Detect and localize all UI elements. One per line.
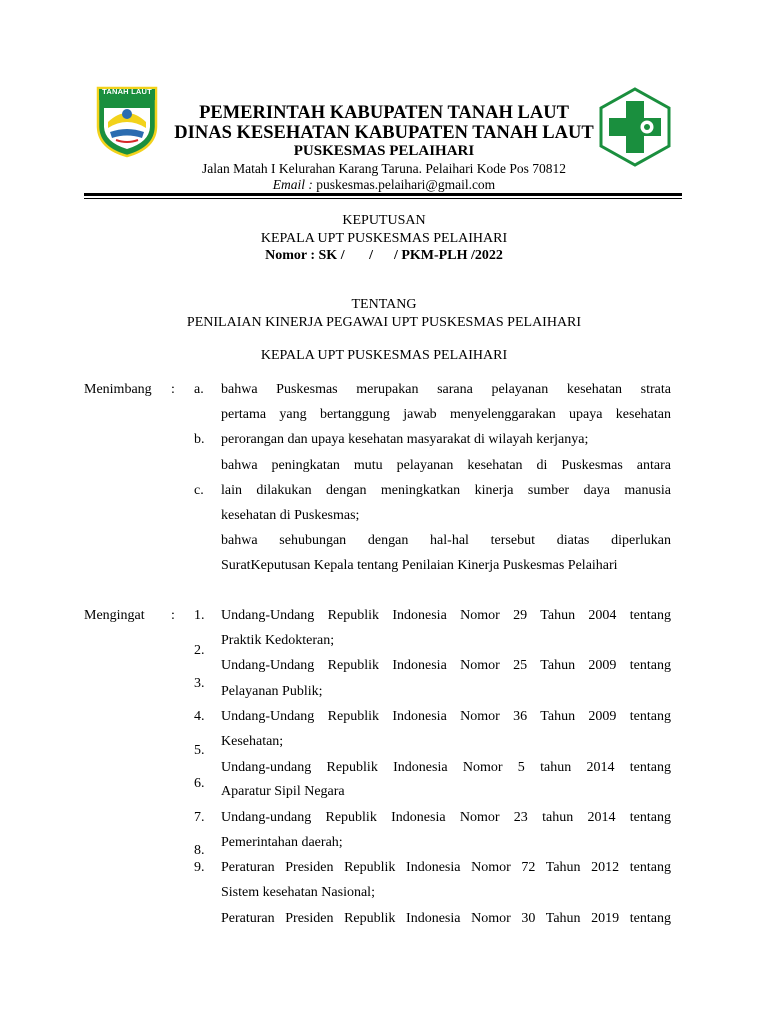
mengingat-line: Undang-Undang Republik Indonesia Nomor 36 Tahun 2009 tentang — [221, 709, 671, 724]
menimbang-line: bahwa sehubungan dengan hal-hal tersebut diatas diperlukan — [221, 533, 671, 548]
menimbang-marker-a: a. — [194, 382, 204, 397]
menimbang-line: SuratKeputusan Kepala tentang Penilaian Kinerja Puskesmas Pelaihari — [221, 558, 618, 573]
subject-text: PENILAIAN KINERJA PEGAWAI UPT PUSKESMAS PELAIHARI — [186, 315, 582, 330]
email-label: Email : — [272, 177, 313, 192]
mengingat-line: Peraturan Presiden Republik Indonesia Nomor 30 Tahun 2019 tentang — [221, 911, 671, 926]
header-address: Jalan Matah I Kelurahan Karang Taruna. Pelaihari Kode Pos 70812 — [202, 161, 566, 176]
mengingat-line: Undang-undang Republik Indonesia Nomor 23 tahun 2014 tentang — [221, 810, 671, 825]
authority-title: KEPALA UPT PUSKESMAS PELAIHARI — [260, 348, 508, 363]
header-institution: PUSKESMAS PELAIHARI — [293, 143, 475, 159]
mengingat-marker-1: 1. — [194, 608, 205, 623]
mengingat-line: Sistem kesehatan Nasional; — [221, 885, 375, 900]
mengingat-line: Undang-Undang Republik Indonesia Nomor 25 Tahun 2009 tentang — [221, 658, 671, 673]
mengingat-line: Peraturan Presiden Republik Indonesia Nomor 72 Tahun 2012 tentang — [221, 860, 671, 875]
header-government: PEMERINTAH KABUPATEN TANAH LAUT — [199, 103, 569, 123]
logo-text: TANAH LAUT — [102, 87, 152, 96]
subject-label: TENTANG — [351, 297, 417, 312]
mengingat-marker-9: 9. — [194, 860, 205, 875]
mengingat-line: Undang-undang Republik Indonesia Nomor 5 tahun 2014 tentang — [221, 760, 671, 775]
header-divider-thin — [84, 198, 682, 199]
menimbang-line: lain dilakukan dengan meningkatkan kinerja sumber daya manusia — [221, 483, 671, 498]
mengingat-line: Praktik Kedokteran; — [221, 633, 335, 648]
header-department: DINAS KESEHATAN KABUPATEN TANAH LAUT — [174, 123, 594, 143]
menimbang-label: Menimbang — [84, 382, 152, 397]
mengingat-marker-8: 8. — [194, 843, 205, 858]
mengingat-line: Undang-Undang Republik Indonesia Nomor 29 Tahun 2004 tentang — [221, 608, 671, 623]
menimbang-line: pertama yang bertanggung jawab menyelenggarakan upaya kesehatan — [221, 407, 671, 422]
mengingat-line: Pelayanan Publik; — [221, 684, 323, 699]
mengingat-marker-7: 7. — [194, 810, 205, 825]
email-address: puskesmas.pelaihari@gmail.com — [312, 177, 496, 192]
menimbang-line: bahwa peningkatan mutu pelayanan kesehatan di Puskesmas antara — [221, 458, 671, 473]
mengingat-marker-2: 2. — [194, 643, 205, 658]
menimbang-marker-c: c. — [194, 483, 204, 498]
mengingat-line: Pemerintahan daerah; — [221, 835, 343, 850]
mengingat-marker-6: 6. — [194, 776, 205, 791]
mengingat-colon: : — [171, 608, 175, 623]
puskesmas-cross-icon — [599, 87, 671, 167]
decision-title: KEPUTUSAN — [342, 213, 426, 228]
menimbang-line: bahwa Puskesmas merupakan sarana pelayanan kesehatan strata — [221, 382, 671, 397]
mengingat-line: Kesehatan; — [221, 734, 284, 749]
mengingat-marker-5: 5. — [194, 743, 205, 758]
decision-issuer: KEPALA UPT PUSKESMAS PELAIHARI — [260, 231, 508, 246]
header-email-line — [0, 177, 768, 193]
menimbang-marker-b: b. — [194, 432, 205, 447]
header-divider-thick — [84, 193, 682, 196]
menimbang-line: perorangan dan upaya kesehatan masyarakat di wilayah kerjanya; — [221, 432, 589, 447]
mengingat-marker-3: 3. — [194, 676, 205, 691]
menimbang-line: kesehatan di Puskesmas; — [221, 508, 360, 523]
decision-number: Nomor : SK / / / PKM-PLH /2022 — [265, 248, 503, 263]
menimbang-colon: : — [171, 382, 175, 397]
mengingat-label: Mengingat — [84, 608, 145, 623]
health-center-logo — [599, 87, 671, 167]
mengingat-line: Aparatur Sipil Negara — [221, 784, 345, 799]
mengingat-marker-4: 4. — [194, 709, 205, 724]
